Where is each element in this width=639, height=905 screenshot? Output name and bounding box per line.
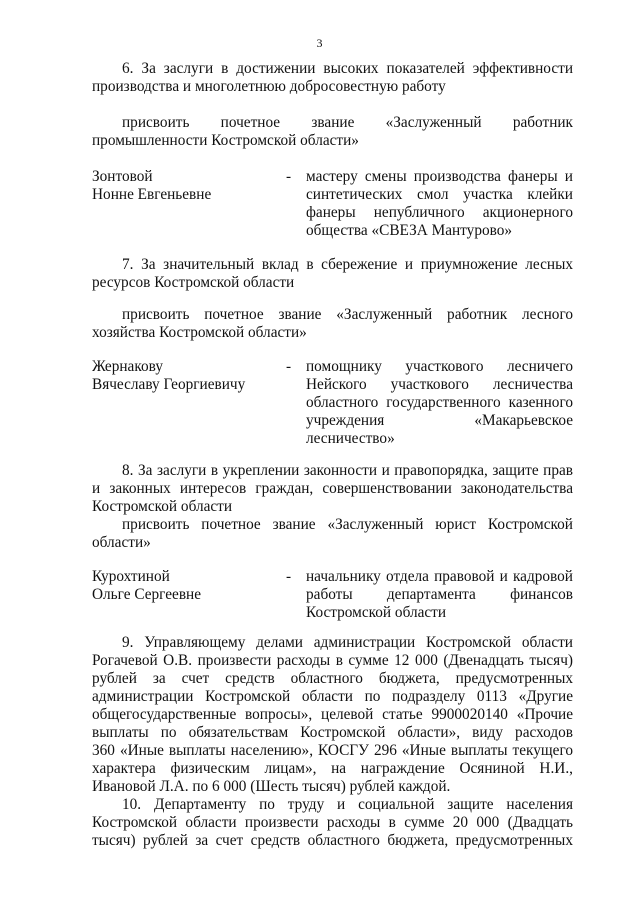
s6-desc-line-4: общества «СВЕЗА Мантурово» <box>306 222 513 239</box>
s8-p1-line-1: 8. За заслуги в укреплении законности и правопорядка, защите прав <box>122 462 573 479</box>
s8-p2-line-2: области» <box>92 534 151 551</box>
s6-p1-line-2: производства и многолетнюю добросовестную работу <box>92 78 446 95</box>
s8-name-line-2: Ольге Сергеевне <box>92 586 202 603</box>
page-number: 3 <box>316 36 323 50</box>
s7-desc-line-4: учреждения «Макарьевское <box>306 412 573 429</box>
s9-line-9: Ивановой Л.А. по 6 000 (Шесть тысяч) рублей каждой. <box>92 778 451 795</box>
s10-line-1: 10. Департаменту по труду и социальной защите населения <box>122 796 573 813</box>
s8-desc-line-2: работы департамента финансов <box>306 586 573 603</box>
s10-line-2: Костромской области произвести расходы в сумме 20 000 (Двадцать <box>92 814 573 831</box>
s7-desc-line-1: помощнику участкового лесничего <box>306 358 573 375</box>
s9-line-6: выплаты по обязательствам Костромской области», виду расходов <box>92 724 573 741</box>
s9-line-1: 9. Управляющему делами администрации Костромской области <box>122 634 573 651</box>
s7-p1-line-1: 7. За значительный вклад в сбережение и приумножение лесных <box>122 256 573 273</box>
s8-p2-line-1: присвоить почетное звание «Заслуженный юрист Костромской <box>122 516 573 533</box>
s9-line-4: администрации Костромской области по подразделу 0113 «Другие <box>92 688 573 705</box>
s9-line-5: общегосударственные вопросы», целевой статье 9900020140 «Прочие <box>92 706 573 723</box>
s8-desc-line-1: начальнику отдела правовой и кадровой <box>306 568 573 585</box>
s6-p2-line-2: промышленности Костромской области» <box>92 132 359 149</box>
s8-p1-line-3: Костромской области <box>92 498 233 515</box>
s8-p1-line-2: и законных интересов граждан, совершенствовании законодательства <box>92 480 573 497</box>
s7-desc-line-5: лесничество» <box>306 430 395 447</box>
s7-dash: - <box>286 358 292 375</box>
s7-p2-line-1: присвоить почетное звание «Заслуженный работник лесного <box>122 306 573 323</box>
s9-line-8: характера физическим лицам», на награждение Осяниной Н.И., <box>92 760 573 777</box>
s8-desc-line-3: Костромской области <box>306 604 447 621</box>
s6-dash: - <box>286 168 292 185</box>
s6-p1-line-1: 6. За заслуги в достижении высоких показателей эффективности <box>122 60 573 77</box>
s6-p2-line-1: присвоить почетное звание «Заслуженный работник <box>122 114 573 131</box>
s6-name-line-2: Нонне Евгеньевне <box>92 186 212 203</box>
s7-p2-line-2: хозяйства Костромской области» <box>92 324 307 341</box>
s9-line-7: 360 «Иные выплаты населению», КОСГУ 296 «Иные выплаты текущего <box>92 742 573 759</box>
s9-line-2: Рогачевой О.В. произвести расходы в сумме 12 000 (Двенадцать тысяч) <box>92 652 573 669</box>
s7-name-line-2: Вячеславу Георгиевичу <box>92 376 246 393</box>
s6-name-line-1: Зонтовой <box>92 168 153 185</box>
s7-p1-line-2: ресурсов Костромской области <box>92 274 295 291</box>
s7-name-line-1: Жернакову <box>92 358 163 375</box>
s7-desc-line-3: областного государственного казенного <box>306 394 573 411</box>
s9-line-3: рублей за счет средств областного бюджета, предусмотренных <box>92 670 573 687</box>
s7-desc-line-2: Нейского участкового лесничества <box>306 376 573 393</box>
s6-desc-line-2: синтетических смол участка клейки <box>306 186 573 203</box>
s8-name-line-1: Курохтиной <box>92 568 170 585</box>
s10-line-3: тысяч) рублей за счет средств областного бюджета, предусмотренных <box>92 832 573 849</box>
s6-desc-line-1: мастеру смены производства фанеры и <box>306 168 573 185</box>
s6-desc-line-3: фанеры непубличного акционерного <box>306 204 573 221</box>
s8-dash: - <box>286 568 292 585</box>
